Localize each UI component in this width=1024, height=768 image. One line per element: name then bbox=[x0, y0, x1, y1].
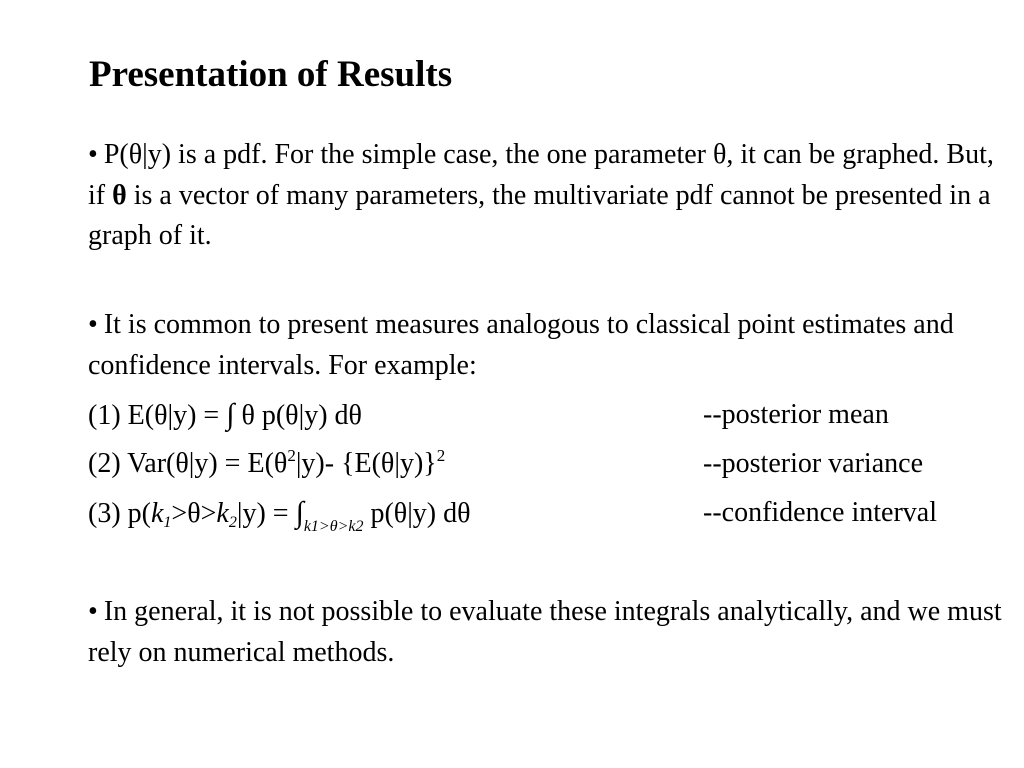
eq3-k1-subscript: 1 bbox=[163, 514, 172, 531]
equation-posterior-variance bbox=[88, 447, 445, 481]
bullet-paragraph-pdf bbox=[88, 135, 1016, 257]
bullet-paragraph-measures bbox=[88, 305, 1016, 386]
bullet-point: • bbox=[88, 596, 98, 627]
bullet-point: • bbox=[88, 139, 98, 170]
eq1-rhs: θ p(θ|y) dθ bbox=[234, 400, 362, 431]
eq3-mid: |y) = bbox=[236, 498, 296, 529]
para3-text: In general, it is not possible to evaluate these integrals analytically, and we must rely on numerical methods. bbox=[88, 596, 1002, 668]
para1-text-start: P(θ|y) is a pdf. For the simple case, the one parameter θ, it can be graphed. But, if bbox=[88, 139, 994, 211]
integral-sign: ∫ bbox=[226, 398, 235, 431]
comment-confidence-interval: --confidence interval bbox=[703, 497, 937, 528]
comment-posterior-mean: --posterior mean bbox=[703, 399, 889, 430]
integral-sign: ∫ bbox=[295, 496, 304, 529]
eq2-lhs: (2) Var(θ|y) = E(θ bbox=[88, 448, 288, 479]
bullet-point: • bbox=[88, 309, 98, 340]
eq2-superscript-2: 2 bbox=[436, 446, 446, 465]
para2-text: It is common to present measures analogous to classical point estimates and confidence intervals. For example: bbox=[88, 309, 954, 381]
eq2-superscript-1: 2 bbox=[287, 446, 296, 465]
para1-text-end: is a vector of many parameters, the multivariate pdf cannot be presented in a graph of it. bbox=[88, 179, 991, 251]
eq3-inequality: >θ> bbox=[171, 498, 217, 529]
bullet-paragraph-numerical bbox=[88, 592, 1016, 673]
eq1-lhs: (1) E(θ|y) = bbox=[88, 400, 227, 431]
eq3-k1: k bbox=[150, 498, 164, 529]
eq3-rhs: p(θ|y) dθ bbox=[363, 498, 471, 529]
equation-confidence-interval bbox=[88, 496, 471, 535]
slide-title: Presentation of Results bbox=[89, 54, 453, 95]
eq3-k2: k bbox=[216, 498, 229, 529]
eq3-k2-subscript: 2 bbox=[228, 514, 237, 531]
eq3-open: (3) p( bbox=[88, 498, 151, 529]
equation-posterior-mean bbox=[88, 398, 362, 433]
eq2-mid: |y)- {E(θ|y)} bbox=[295, 448, 437, 479]
para1-bold-theta: θ bbox=[112, 179, 127, 211]
integral-limits: k1>θ>k2 bbox=[303, 518, 364, 535]
comment-posterior-variance: --posterior variance bbox=[703, 448, 923, 479]
